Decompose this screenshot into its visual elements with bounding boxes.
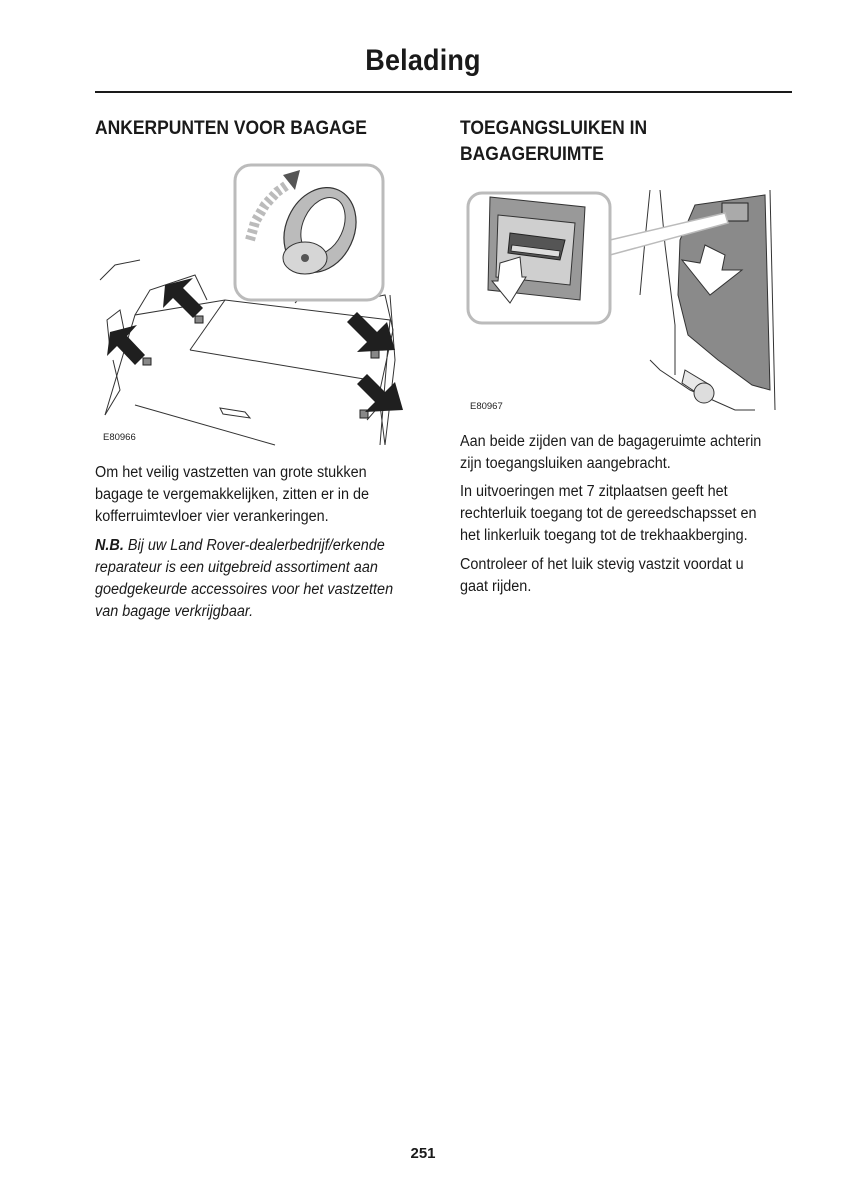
paragraph-line: Om het veilig vastzetten van grote stukken — [95, 464, 367, 481]
figure-code-right: E80967 — [470, 401, 503, 412]
paragraph-line: rechterluik toegang tot de gereedschapsset en — [460, 505, 757, 522]
note-paragraph — [95, 535, 393, 623]
section-heading-anchor-points: ANKERPUNTEN VOOR BAGAGE — [95, 118, 367, 139]
note-line: Bij uw Land Rover-dealerbedrijf/erkende — [127, 537, 385, 554]
paragraph-line: zijn toegangsluiken aangebracht. — [460, 455, 671, 472]
access-hatches-check — [460, 554, 744, 598]
note-label: N.B. — [95, 537, 124, 554]
paragraph-line: kofferruimtevloer vier verankeringen. — [95, 508, 329, 525]
paragraph-line: Controleer of het luik stevig vastzit voordat u — [460, 556, 744, 573]
paragraph-line: Aan beide zijden van de bagageruimte achterin — [460, 433, 762, 450]
note-line: van bagage verkrijgbaar. — [95, 603, 254, 620]
access-hatches-7-seater — [460, 481, 757, 547]
heading-line: BAGAGERUIMTE — [460, 144, 604, 165]
note-line: reparateur is een uitgebreid assortiment aan — [95, 559, 378, 576]
anchor-points-description — [95, 462, 369, 528]
section-heading-access-hatches — [460, 116, 647, 168]
access-hatches-location — [460, 431, 761, 475]
figure-code-left: E80966 — [103, 432, 136, 443]
paragraph-line: gaat rijden. — [460, 578, 532, 595]
page-title: Belading — [365, 44, 481, 77]
title-rule — [95, 91, 792, 93]
luggage-anchor-points-illustration — [95, 160, 425, 450]
paragraph-line: In uitvoeringen met 7 zitplaatsen geeft het — [460, 483, 728, 500]
page-number: 251 — [410, 1145, 436, 1162]
heading-line: TOEGANGSLUIKEN IN — [460, 118, 648, 139]
access-hatch-illustration — [460, 185, 790, 425]
note-line: goedgekeurde accessoires voor het vastzetten — [95, 581, 394, 598]
paragraph-line: het linkerluik toegang tot de trekhaakberging. — [460, 527, 748, 544]
paragraph-line: bagage te vergemakkelijken, zitten er in de — [95, 486, 370, 503]
